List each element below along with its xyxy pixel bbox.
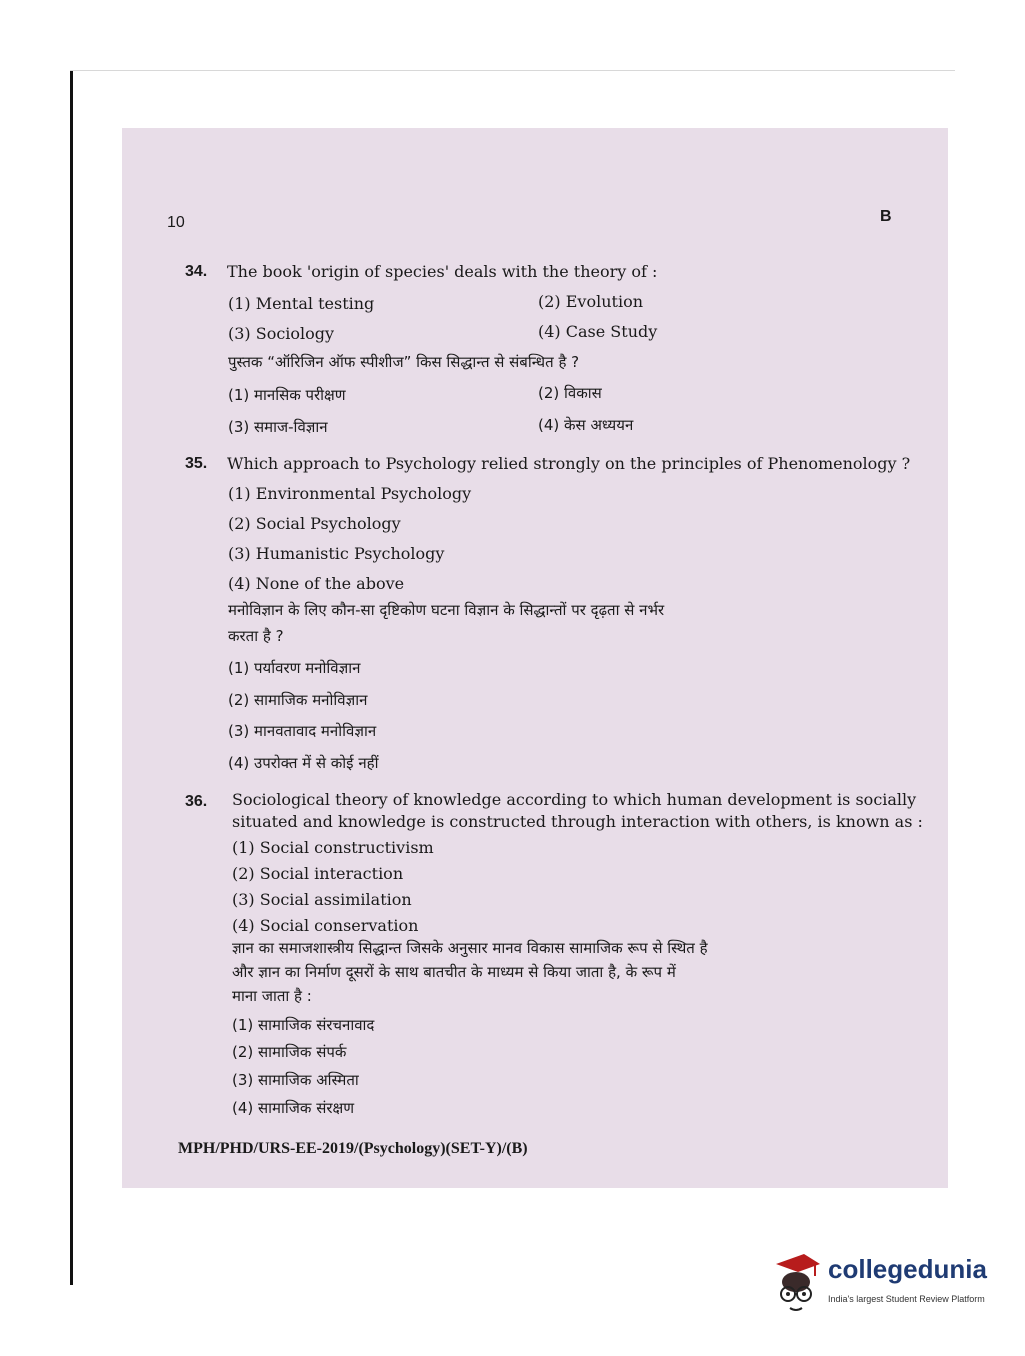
question-number: 36. bbox=[185, 793, 208, 810]
question-text-hi: मनोविज्ञान के लिए कौन-सा दृष्टिकोण घटना विज्ञान के सिद्धान्तों पर दृढ़ता से नर्भर bbox=[228, 601, 665, 619]
scan-border-left bbox=[70, 70, 73, 1285]
question-text-hi: ज्ञान का समाजशास्त्रीय सिद्धान्त जिसके अनुसार मानव विकास सामाजिक रूप से स्थित है bbox=[232, 939, 708, 957]
option-hi: (2) सामाजिक संपर्क bbox=[232, 1043, 347, 1061]
option-en: (2) Social Psychology bbox=[228, 514, 401, 533]
option-en: (3) Sociology bbox=[228, 324, 335, 343]
option-hi: (1) मानसिक परीक्षण bbox=[228, 386, 346, 404]
option-hi: (3) सामाजिक अस्मिता bbox=[232, 1071, 359, 1089]
option-hi: (2) विकास bbox=[538, 384, 602, 402]
student-mascot-icon bbox=[768, 1250, 824, 1320]
question-number: 35. bbox=[185, 455, 208, 472]
option-hi: (4) उपरोक्त में से कोई नहीं bbox=[228, 754, 379, 772]
scan-border-top bbox=[70, 70, 955, 71]
option-en: (3) Social assimilation bbox=[232, 890, 412, 909]
question-text-hi-cont: माना जाता है : bbox=[232, 987, 312, 1005]
page-number: 10 bbox=[167, 214, 185, 231]
question-text-en: Which approach to Psychology relied strongly on the principles of Phenomenology ? bbox=[227, 454, 911, 473]
option-en: (4) None of the above bbox=[228, 574, 405, 593]
option-en: (1) Mental testing bbox=[228, 294, 375, 313]
logo-tagline: India's largest Student Review Platform bbox=[828, 1294, 985, 1304]
option-hi: (3) समाज-विज्ञान bbox=[228, 418, 328, 436]
question-text-hi: पुस्तक “ऑरिजिन ऑफ स्पीशीज” किस सिद्धान्त से संबन्धित है ? bbox=[228, 353, 580, 371]
option-en: (1) Social constructivism bbox=[232, 838, 434, 857]
option-en: (2) Social interaction bbox=[232, 864, 404, 883]
question-text-hi-cont: और ज्ञान का निर्माण दूसरों के साथ बातचीत के माध्यम से किया जाता है, के रूप में bbox=[232, 963, 676, 981]
option-en: (4) Social conservation bbox=[232, 916, 419, 935]
question-text-en: The book 'origin of species' deals with the theory of : bbox=[227, 262, 658, 281]
option-hi: (1) पर्यावरण मनोविज्ञान bbox=[228, 659, 361, 677]
logo-wordmark: collegedunia bbox=[828, 1254, 987, 1284]
option-hi: (4) सामाजिक संरक्षण bbox=[232, 1099, 355, 1117]
option-hi: (3) मानवतावाद मनोविज्ञान bbox=[228, 722, 377, 740]
option-hi: (1) सामाजिक संरचनावाद bbox=[232, 1016, 375, 1034]
question-number: 34. bbox=[185, 263, 208, 280]
exam-code-footer: MPH/PHD/URS-EE-2019/(Psychology)(SET-Y)/(B) bbox=[178, 1140, 528, 1157]
question-text-en: Sociological theory of knowledge according to which human development is socially bbox=[232, 790, 917, 809]
option-hi: (2) सामाजिक मनोविज्ञान bbox=[228, 691, 368, 709]
option-en: (3) Humanistic Psychology bbox=[228, 544, 445, 563]
question-text-hi-cont: करता है ? bbox=[228, 627, 284, 645]
set-letter: B bbox=[880, 208, 892, 225]
option-hi: (4) केस अध्ययन bbox=[538, 416, 634, 434]
option-en: (2) Evolution bbox=[538, 292, 644, 311]
question-text-en-cont: situated and knowledge is constructed through interaction with others, is known as : bbox=[232, 812, 923, 831]
option-en: (1) Environmental Psychology bbox=[228, 484, 472, 503]
collegedunia-logo[interactable] bbox=[768, 1250, 998, 1320]
option-en: (4) Case Study bbox=[538, 322, 658, 341]
